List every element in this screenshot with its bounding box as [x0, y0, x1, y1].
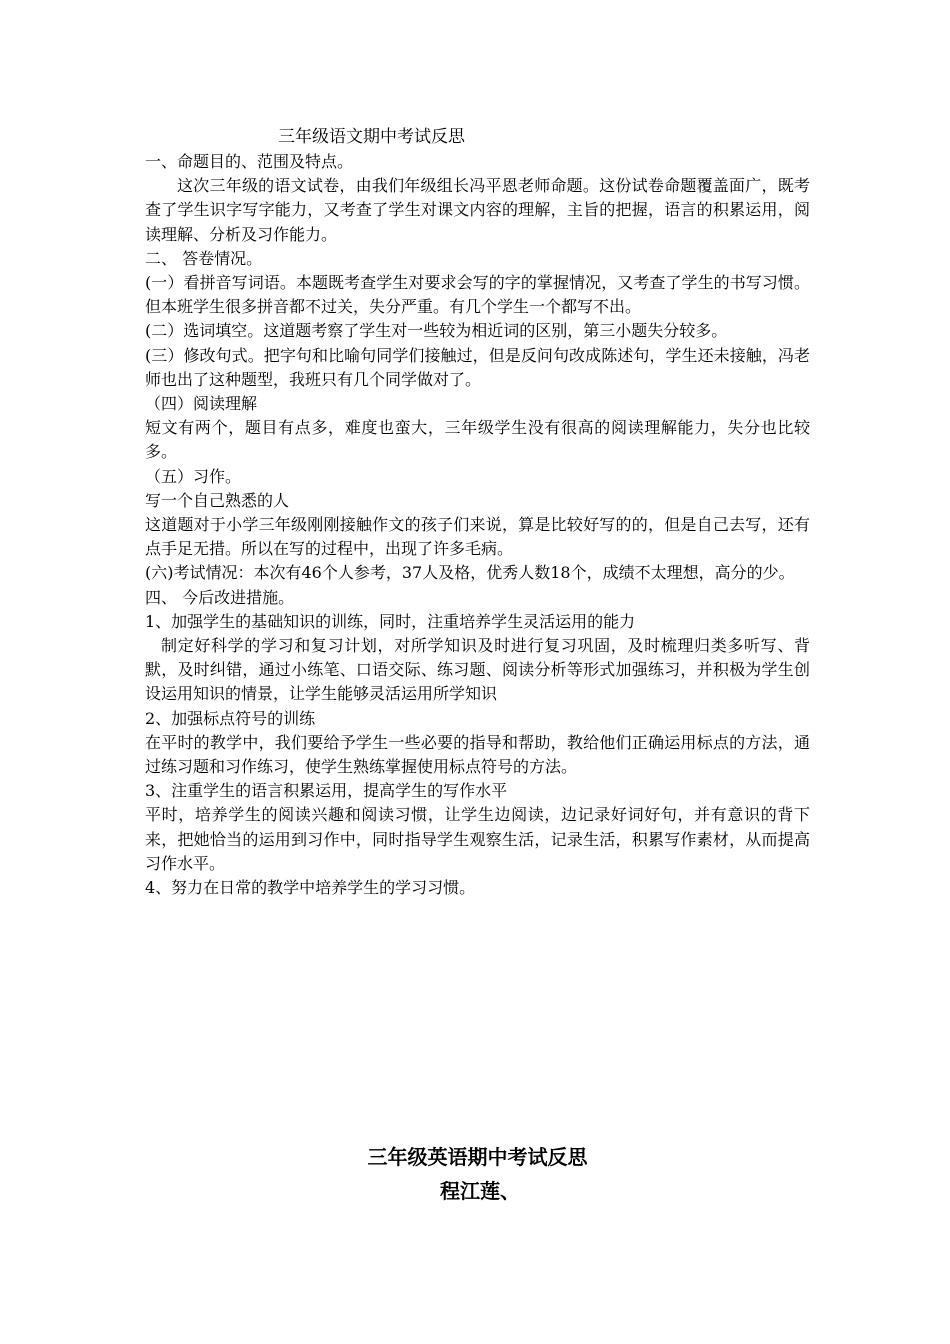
paragraph-composition: 这道题对于小学三年级刚刚接触作文的孩子们来说，算是比较好写的的，但是自己去写，还有点手足无措。所以在写的过程中，出现了许多毛病。 — [145, 515, 810, 559]
subheading-reading: （四）阅读理解 — [145, 394, 258, 414]
improvement-detail-2: 在平时的教学中，我们要给予学生一些必要的指导和帮助，教给他们正确运用标点的方法，通过练习题和习作练习，使学生熟练掌握使用标点符号的方法。 — [145, 732, 810, 777]
improvement-item-4: 4、努力在日常的教学中培养学生的学习习惯。 — [145, 878, 476, 898]
english-reflection-title: 三年级英语期中考试反思 — [367, 1145, 588, 1169]
composition-topic: 写一个自己熟悉的人 — [145, 490, 290, 510]
paragraph-reading: 短文有两个，题目有点多，难度也蛮大，三年级学生没有很高的阅读理解能力，失分也比较多。 — [145, 418, 810, 462]
section-heading-answers: 二、 答卷情况。 — [145, 248, 263, 268]
paragraph-exam-stats: (六)考试情况：本次有46个人参考，37人及格，优秀人数18个，成绩不太理想，高分的少。 — [145, 563, 795, 583]
improvement-detail-3: 平时，培养学生的阅读兴趣和阅读习惯，让学生边阅读，边记录好词好句，并有意识的背下来，把她恰当的运用到习作中，同时指导学生观察生活，记录生活，积累写作素材，从而提高习作水平。 — [145, 805, 810, 873]
improvement-item-1: 1、加强学生的基础知识的训练，同时，注重培养学生灵活运用的能力 — [145, 611, 636, 631]
subheading-composition: （五）习作。 — [145, 466, 242, 486]
chinese-reflection-title: 三年级语文期中考试反思 — [278, 127, 465, 147]
improvement-item-2: 2、加强标点符号的训练 — [145, 708, 316, 728]
section-heading-purpose: 一、命题目的、范围及特点。 — [145, 152, 354, 171]
improvement-detail-1: 制定好科学的学习和复习计划，对所学知识及时进行复习巩固，及时梳理归类多听写、背默，及时纠错，通过小练笔、口语交际、练习题、阅读分析等形式加强练习，并积极为学生创设运用知识的情景，让学生能够灵活运用所学知识 — [145, 636, 810, 704]
english-reflection-section — [0, 1142, 950, 1206]
paragraph-word-choice: (二）选词填空。这道题考察了学生对一些较为相近词的区别，第三小题失分较多。 — [145, 321, 728, 341]
paragraph-sentence-rewrite: (三）修改句式。把字句和比喻句同学们接触过，但是反问句改成陈述句，学生还未接触，冯老师也出了这种题型，我班只有几个同学做对了。 — [145, 345, 810, 389]
chinese-reflection-section — [145, 124, 810, 900]
paragraph-exam-overview: 这次三年级的语文试卷，由我们年级组长冯平恩老师命题。这份试卷命题覆盖面广，既考查了学生识字写字能力，又考查了学生对课文内容的理解，主旨的把握，语言的积累运用，阅读理解、分析及习作能力。 — [145, 176, 810, 244]
paragraph-pinyin: (一）看拼音写词语。本题既考查学生对要求会写的字的掌握情况，又考查了学生的书写习惯。但本班学生很多拼音都不过关，失分严重。有几个学生一个都写不出。 — [145, 273, 810, 317]
section-heading-improvements: 四、 今后改进措施。 — [145, 587, 295, 607]
english-reflection-author: 程江莲、 — [440, 1179, 520, 1203]
improvement-item-3: 3、注重学生的语言积累运用，提高学生的写作水平 — [145, 781, 508, 801]
